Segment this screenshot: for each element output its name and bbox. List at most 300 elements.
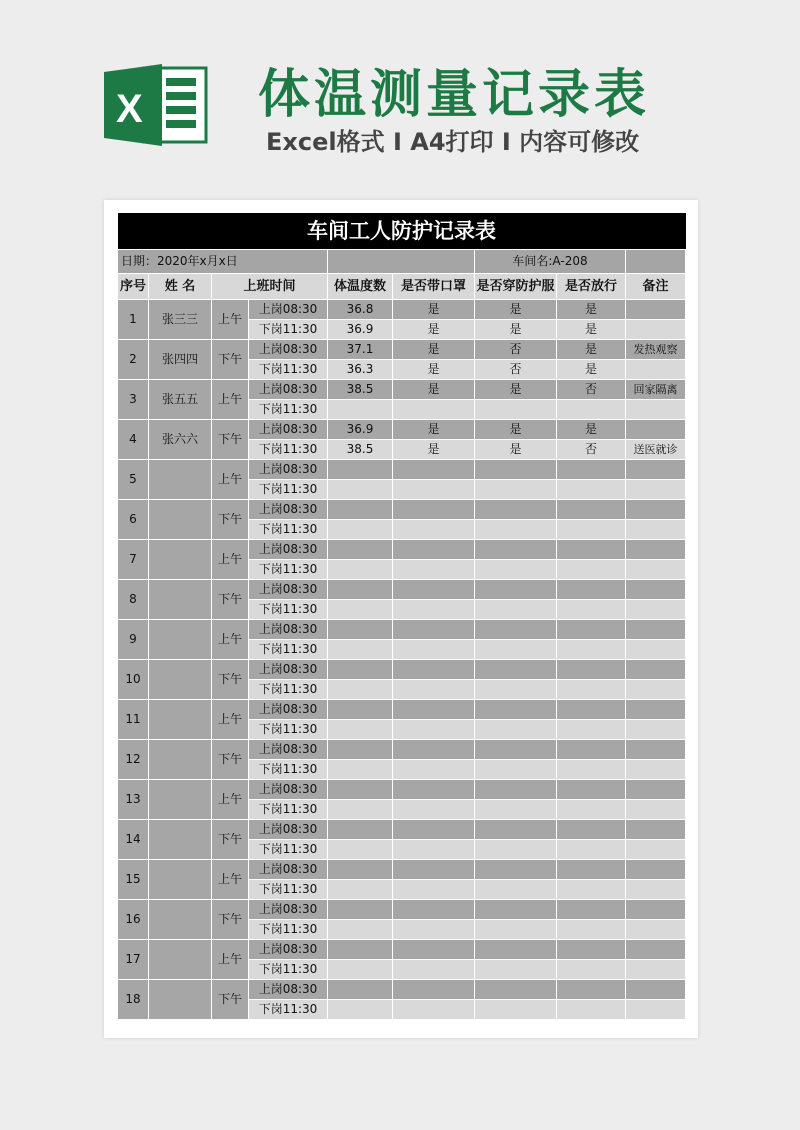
temperature-cell[interactable]: 36.9 (328, 420, 393, 440)
shift-time-cell[interactable]: 下岗11:30 (249, 320, 328, 340)
mask-cell[interactable] (393, 700, 475, 720)
mask-cell[interactable] (393, 520, 475, 540)
suit-cell[interactable] (475, 720, 557, 740)
temperature-cell[interactable] (328, 760, 393, 780)
shift-time-cell[interactable]: 下岗11:30 (249, 1000, 328, 1020)
suit-cell[interactable] (475, 940, 557, 960)
temperature-cell[interactable] (328, 540, 393, 560)
temperature-cell[interactable]: 36.9 (328, 320, 393, 340)
mask-cell[interactable] (393, 480, 475, 500)
suit-cell[interactable] (475, 700, 557, 720)
mask-cell[interactable] (393, 720, 475, 740)
mask-cell[interactable] (393, 660, 475, 680)
note-cell[interactable] (626, 500, 686, 520)
pass-cell[interactable] (557, 1000, 626, 1020)
shift-time-cell[interactable]: 上岗08:30 (249, 900, 328, 920)
shift-time-cell[interactable]: 下岗11:30 (249, 440, 328, 460)
pass-cell[interactable] (557, 980, 626, 1000)
col-header-name: 姓 名 (149, 274, 212, 300)
mask-cell[interactable] (393, 540, 475, 560)
suit-cell[interactable] (475, 500, 557, 520)
pass-cell[interactable] (557, 460, 626, 480)
temperature-cell[interactable]: 38.5 (328, 380, 393, 400)
info-blank-cell[interactable] (626, 250, 686, 274)
suit-cell[interactable] (475, 620, 557, 640)
pass-cell[interactable] (557, 760, 626, 780)
col-header-no: 序号 (118, 274, 149, 300)
name-cell[interactable] (149, 500, 212, 540)
suit-cell[interactable] (475, 800, 557, 820)
temperature-cell[interactable] (328, 740, 393, 760)
pass-cell[interactable]: 是 (557, 300, 626, 320)
name-cell[interactable]: 张三三 (149, 300, 212, 340)
sheet (104, 200, 698, 1038)
shift-time-cell[interactable]: 下岗11:30 (249, 720, 328, 740)
note-cell[interactable] (626, 700, 686, 720)
mask-cell[interactable] (393, 940, 475, 960)
serial-cell[interactable]: 6 (118, 500, 149, 540)
note-cell[interactable] (626, 360, 686, 380)
note-cell[interactable] (626, 520, 686, 540)
mask-cell[interactable] (393, 960, 475, 980)
mask-cell[interactable] (393, 900, 475, 920)
shift-time-cell[interactable]: 上岗08:30 (249, 780, 328, 800)
suit-cell[interactable] (475, 560, 557, 580)
name-cell[interactable] (149, 540, 212, 580)
pass-cell[interactable] (557, 900, 626, 920)
suit-cell[interactable] (475, 520, 557, 540)
serial-cell[interactable]: 9 (118, 620, 149, 660)
note-cell[interactable] (626, 920, 686, 940)
table-row (118, 940, 686, 960)
suit-cell[interactable] (475, 600, 557, 620)
temperature-cell[interactable]: 38.5 (328, 440, 393, 460)
note-cell[interactable]: 回家隔离 (626, 380, 686, 400)
mask-cell[interactable] (393, 800, 475, 820)
suit-cell[interactable] (475, 460, 557, 480)
note-cell[interactable] (626, 960, 686, 980)
serial-cell[interactable]: 8 (118, 580, 149, 620)
pass-cell[interactable] (557, 500, 626, 520)
serial-cell[interactable]: 5 (118, 460, 149, 500)
shift-time-cell[interactable]: 上岗08:30 (249, 340, 328, 360)
temperature-cell[interactable] (328, 520, 393, 540)
note-cell[interactable] (626, 480, 686, 500)
pass-cell[interactable]: 否 (557, 380, 626, 400)
mask-cell[interactable] (393, 600, 475, 620)
note-cell[interactable] (626, 580, 686, 600)
shift-time-cell[interactable]: 上岗08:30 (249, 940, 328, 960)
temperature-cell[interactable] (328, 940, 393, 960)
period-cell[interactable]: 下午 (212, 820, 249, 860)
mask-cell[interactable] (393, 1000, 475, 1020)
suit-cell[interactable]: 否 (475, 360, 557, 380)
mask-cell[interactable] (393, 980, 475, 1000)
mask-cell[interactable] (393, 860, 475, 880)
mask-cell[interactable] (393, 920, 475, 940)
shift-time-cell[interactable]: 下岗11:30 (249, 360, 328, 380)
period-cell[interactable]: 上午 (212, 540, 249, 580)
mask-cell[interactable] (393, 580, 475, 600)
name-cell[interactable] (149, 980, 212, 1020)
note-cell[interactable] (626, 980, 686, 1000)
shift-time-cell[interactable]: 下岗11:30 (249, 880, 328, 900)
serial-cell[interactable]: 14 (118, 820, 149, 860)
period-cell[interactable]: 下午 (212, 420, 249, 460)
mask-cell[interactable] (393, 620, 475, 640)
mask-cell[interactable] (393, 880, 475, 900)
mask-cell[interactable] (393, 820, 475, 840)
shift-time-cell[interactable]: 下岗11:30 (249, 840, 328, 860)
pass-cell[interactable] (557, 840, 626, 860)
shift-time-cell[interactable]: 下岗11:30 (249, 800, 328, 820)
period-cell[interactable]: 上午 (212, 620, 249, 660)
pass-cell[interactable] (557, 620, 626, 640)
note-cell[interactable]: 发热观察 (626, 340, 686, 360)
name-cell[interactable] (149, 620, 212, 660)
header-row (118, 274, 686, 300)
note-cell[interactable] (626, 560, 686, 580)
shift-time-cell[interactable]: 下岗11:30 (249, 520, 328, 540)
workshop-cell[interactable]: 车间名:A-208 (475, 250, 626, 274)
suit-cell[interactable] (475, 400, 557, 420)
serial-cell[interactable]: 15 (118, 860, 149, 900)
note-cell[interactable] (626, 460, 686, 480)
temperature-cell[interactable] (328, 580, 393, 600)
mask-cell[interactable] (393, 740, 475, 760)
pass-cell[interactable] (557, 780, 626, 800)
suit-cell[interactable] (475, 820, 557, 840)
col-header-note: 备注 (626, 274, 686, 300)
serial-cell[interactable]: 10 (118, 660, 149, 700)
shift-time-cell[interactable]: 上岗08:30 (249, 540, 328, 560)
suit-cell[interactable] (475, 640, 557, 660)
shift-time-cell[interactable]: 上岗08:30 (249, 500, 328, 520)
pass-cell[interactable] (557, 580, 626, 600)
name-cell[interactable]: 张五五 (149, 380, 212, 420)
name-cell[interactable] (149, 460, 212, 500)
shift-time-cell[interactable]: 下岗11:30 (249, 760, 328, 780)
period-cell[interactable]: 上午 (212, 380, 249, 420)
period-cell[interactable]: 下午 (212, 740, 249, 780)
note-cell[interactable]: 送医就诊 (626, 440, 686, 460)
table-row (118, 340, 686, 360)
pass-cell[interactable] (557, 720, 626, 740)
temperature-cell[interactable] (328, 780, 393, 800)
temperature-cell[interactable] (328, 640, 393, 660)
temperature-cell[interactable] (328, 480, 393, 500)
suit-cell[interactable] (475, 900, 557, 920)
shift-time-cell[interactable]: 上岗08:30 (249, 420, 328, 440)
name-cell[interactable] (149, 660, 212, 700)
serial-cell[interactable]: 7 (118, 540, 149, 580)
name-cell[interactable]: 张六六 (149, 420, 212, 460)
serial-cell[interactable]: 13 (118, 780, 149, 820)
col-header-temp: 体温度数 (328, 274, 393, 300)
temperature-cell[interactable] (328, 920, 393, 940)
table-row (118, 420, 686, 440)
note-cell[interactable] (626, 420, 686, 440)
shift-time-cell[interactable]: 下岗11:30 (249, 640, 328, 660)
pass-cell[interactable] (557, 400, 626, 420)
note-cell[interactable] (626, 800, 686, 820)
pass-cell[interactable] (557, 560, 626, 580)
note-cell[interactable] (626, 900, 686, 920)
pass-cell[interactable] (557, 660, 626, 680)
temperature-cell[interactable] (328, 960, 393, 980)
period-cell[interactable]: 下午 (212, 500, 249, 540)
pass-cell[interactable] (557, 820, 626, 840)
suit-cell[interactable] (475, 860, 557, 880)
shift-time-cell[interactable]: 下岗11:30 (249, 600, 328, 620)
shift-time-cell[interactable]: 上岗08:30 (249, 460, 328, 480)
mask-cell[interactable]: 是 (393, 420, 475, 440)
note-cell[interactable] (626, 680, 686, 700)
temperature-cell[interactable]: 36.8 (328, 300, 393, 320)
shift-time-cell[interactable]: 下岗11:30 (249, 680, 328, 700)
period-cell[interactable]: 上午 (212, 700, 249, 740)
note-cell[interactable] (626, 540, 686, 560)
suit-cell[interactable]: 是 (475, 440, 557, 460)
serial-cell[interactable]: 1 (118, 300, 149, 340)
serial-cell[interactable]: 18 (118, 980, 149, 1020)
pass-cell[interactable] (557, 540, 626, 560)
shift-time-cell[interactable]: 上岗08:30 (249, 860, 328, 880)
table-row (118, 740, 686, 760)
serial-cell[interactable]: 3 (118, 380, 149, 420)
temperature-cell[interactable] (328, 400, 393, 420)
name-cell[interactable] (149, 740, 212, 780)
suit-cell[interactable] (475, 980, 557, 1000)
suit-cell[interactable] (475, 1000, 557, 1020)
pass-cell[interactable]: 是 (557, 340, 626, 360)
info-row (118, 250, 686, 274)
pass-cell[interactable] (557, 640, 626, 660)
mask-cell[interactable] (393, 400, 475, 420)
pass-cell[interactable] (557, 740, 626, 760)
mask-cell[interactable] (393, 460, 475, 480)
suit-cell[interactable] (475, 920, 557, 940)
serial-cell[interactable]: 11 (118, 700, 149, 740)
svg-text:X: X (116, 87, 143, 131)
date-cell[interactable]: 日期：2020年x月x日 (118, 250, 328, 274)
name-cell[interactable] (149, 780, 212, 820)
temperature-cell[interactable] (328, 1000, 393, 1020)
note-cell[interactable] (626, 300, 686, 320)
note-cell[interactable] (626, 880, 686, 900)
table-row (118, 860, 686, 880)
pass-cell[interactable] (557, 940, 626, 960)
note-cell[interactable] (626, 600, 686, 620)
pass-cell[interactable] (557, 800, 626, 820)
period-cell[interactable]: 下午 (212, 580, 249, 620)
period-cell[interactable]: 下午 (212, 900, 249, 940)
name-cell[interactable] (149, 580, 212, 620)
period-cell[interactable]: 下午 (212, 980, 249, 1020)
shift-time-cell[interactable]: 上岗08:30 (249, 980, 328, 1000)
period-cell[interactable]: 上午 (212, 300, 249, 340)
shift-time-cell[interactable]: 上岗08:30 (249, 660, 328, 680)
pass-cell[interactable] (557, 680, 626, 700)
period-cell[interactable]: 上午 (212, 780, 249, 820)
pass-cell[interactable]: 是 (557, 420, 626, 440)
table-row (118, 700, 686, 720)
mask-cell[interactable]: 是 (393, 320, 475, 340)
table-row (118, 540, 686, 560)
mask-cell[interactable] (393, 500, 475, 520)
temperature-cell[interactable] (328, 860, 393, 880)
note-cell[interactable] (626, 640, 686, 660)
mask-cell[interactable] (393, 780, 475, 800)
temperature-cell[interactable] (328, 560, 393, 580)
suit-cell[interactable] (475, 880, 557, 900)
suit-cell[interactable] (475, 680, 557, 700)
serial-cell[interactable]: 17 (118, 940, 149, 980)
serial-cell[interactable]: 16 (118, 900, 149, 940)
suit-cell[interactable] (475, 740, 557, 760)
shift-time-cell[interactable]: 上岗08:30 (249, 300, 328, 320)
mask-cell[interactable]: 是 (393, 300, 475, 320)
suit-cell[interactable] (475, 780, 557, 800)
period-cell[interactable]: 下午 (212, 340, 249, 380)
pass-cell[interactable] (557, 480, 626, 500)
note-cell[interactable] (626, 400, 686, 420)
suit-cell[interactable] (475, 580, 557, 600)
pass-cell[interactable] (557, 520, 626, 540)
temperature-cell[interactable] (328, 720, 393, 740)
col-header-mask: 是否带口罩 (393, 274, 475, 300)
pass-cell[interactable] (557, 960, 626, 980)
note-cell[interactable] (626, 320, 686, 340)
temperature-cell[interactable]: 37.1 (328, 340, 393, 360)
suit-cell[interactable] (475, 760, 557, 780)
temperature-cell[interactable] (328, 980, 393, 1000)
temperature-cell[interactable] (328, 500, 393, 520)
mask-cell[interactable] (393, 760, 475, 780)
suit-cell[interactable]: 是 (475, 300, 557, 320)
info-blank-cell[interactable] (328, 250, 475, 274)
note-cell[interactable] (626, 820, 686, 840)
temperature-cell[interactable] (328, 460, 393, 480)
shift-time-cell[interactable]: 下岗11:30 (249, 400, 328, 420)
temperature-cell[interactable] (328, 660, 393, 680)
col-header-suit: 是否穿防护服 (475, 274, 557, 300)
shift-time-cell[interactable]: 上岗08:30 (249, 380, 328, 400)
suit-cell[interactable] (475, 540, 557, 560)
name-cell[interactable]: 张四四 (149, 340, 212, 380)
suit-cell[interactable] (475, 960, 557, 980)
note-cell[interactable] (626, 940, 686, 960)
note-cell[interactable] (626, 780, 686, 800)
name-cell[interactable] (149, 820, 212, 860)
note-cell[interactable] (626, 1000, 686, 1020)
name-cell[interactable] (149, 940, 212, 980)
name-cell[interactable] (149, 860, 212, 900)
shift-time-cell[interactable]: 下岗11:30 (249, 920, 328, 940)
pass-cell[interactable] (557, 860, 626, 880)
shift-time-cell[interactable]: 上岗08:30 (249, 700, 328, 720)
shift-time-cell[interactable]: 上岗08:30 (249, 580, 328, 600)
suit-cell[interactable]: 是 (475, 380, 557, 400)
note-cell[interactable] (626, 860, 686, 880)
name-cell[interactable] (149, 900, 212, 940)
serial-cell[interactable]: 2 (118, 340, 149, 380)
shift-time-cell[interactable]: 上岗08:30 (249, 820, 328, 840)
table-row (118, 380, 686, 400)
note-cell[interactable] (626, 840, 686, 860)
mask-cell[interactable]: 是 (393, 340, 475, 360)
note-cell[interactable] (626, 660, 686, 680)
mask-cell[interactable]: 是 (393, 380, 475, 400)
page-header (0, 0, 800, 200)
period-cell[interactable]: 上午 (212, 940, 249, 980)
temperature-cell[interactable]: 36.3 (328, 360, 393, 380)
pass-cell[interactable] (557, 880, 626, 900)
table-row (118, 820, 686, 840)
note-cell[interactable] (626, 620, 686, 640)
period-cell[interactable]: 下午 (212, 660, 249, 700)
table-row (118, 620, 686, 640)
suit-cell[interactable]: 是 (475, 420, 557, 440)
shift-time-cell[interactable]: 下岗11:30 (249, 560, 328, 580)
suit-cell[interactable] (475, 840, 557, 860)
note-cell[interactable] (626, 740, 686, 760)
table-row (118, 300, 686, 320)
table-row (118, 460, 686, 480)
serial-cell[interactable]: 12 (118, 740, 149, 780)
serial-cell[interactable]: 4 (118, 420, 149, 460)
temperature-cell[interactable] (328, 600, 393, 620)
pass-cell[interactable] (557, 600, 626, 620)
period-cell[interactable]: 上午 (212, 860, 249, 900)
temperature-cell[interactable] (328, 880, 393, 900)
temperature-cell[interactable] (328, 820, 393, 840)
note-cell[interactable] (626, 760, 686, 780)
suit-cell[interactable] (475, 480, 557, 500)
mask-cell[interactable] (393, 640, 475, 660)
pass-cell[interactable] (557, 920, 626, 940)
shift-time-cell[interactable]: 下岗11:30 (249, 960, 328, 980)
col-header-pass: 是否放行 (557, 274, 626, 300)
temperature-cell[interactable] (328, 620, 393, 640)
table-row (118, 580, 686, 600)
pass-cell[interactable]: 是 (557, 360, 626, 380)
shift-time-cell[interactable]: 上岗08:30 (249, 620, 328, 640)
name-cell[interactable] (149, 700, 212, 740)
pass-cell[interactable]: 是 (557, 320, 626, 340)
mask-cell[interactable]: 是 (393, 440, 475, 460)
pass-cell[interactable]: 否 (557, 440, 626, 460)
suit-cell[interactable]: 是 (475, 320, 557, 340)
pass-cell[interactable] (557, 700, 626, 720)
record-table (117, 213, 686, 1020)
mask-cell[interactable] (393, 560, 475, 580)
mask-cell[interactable] (393, 680, 475, 700)
temperature-cell[interactable] (328, 700, 393, 720)
shift-time-cell[interactable]: 上岗08:30 (249, 740, 328, 760)
mask-cell[interactable]: 是 (393, 360, 475, 380)
temperature-cell[interactable] (328, 840, 393, 860)
temperature-cell[interactable] (328, 680, 393, 700)
temperature-cell[interactable] (328, 800, 393, 820)
note-cell[interactable] (626, 720, 686, 740)
shift-time-cell[interactable]: 下岗11:30 (249, 480, 328, 500)
mask-cell[interactable] (393, 840, 475, 860)
temperature-cell[interactable] (328, 900, 393, 920)
suit-cell[interactable] (475, 660, 557, 680)
period-cell[interactable]: 上午 (212, 460, 249, 500)
suit-cell[interactable]: 否 (475, 340, 557, 360)
